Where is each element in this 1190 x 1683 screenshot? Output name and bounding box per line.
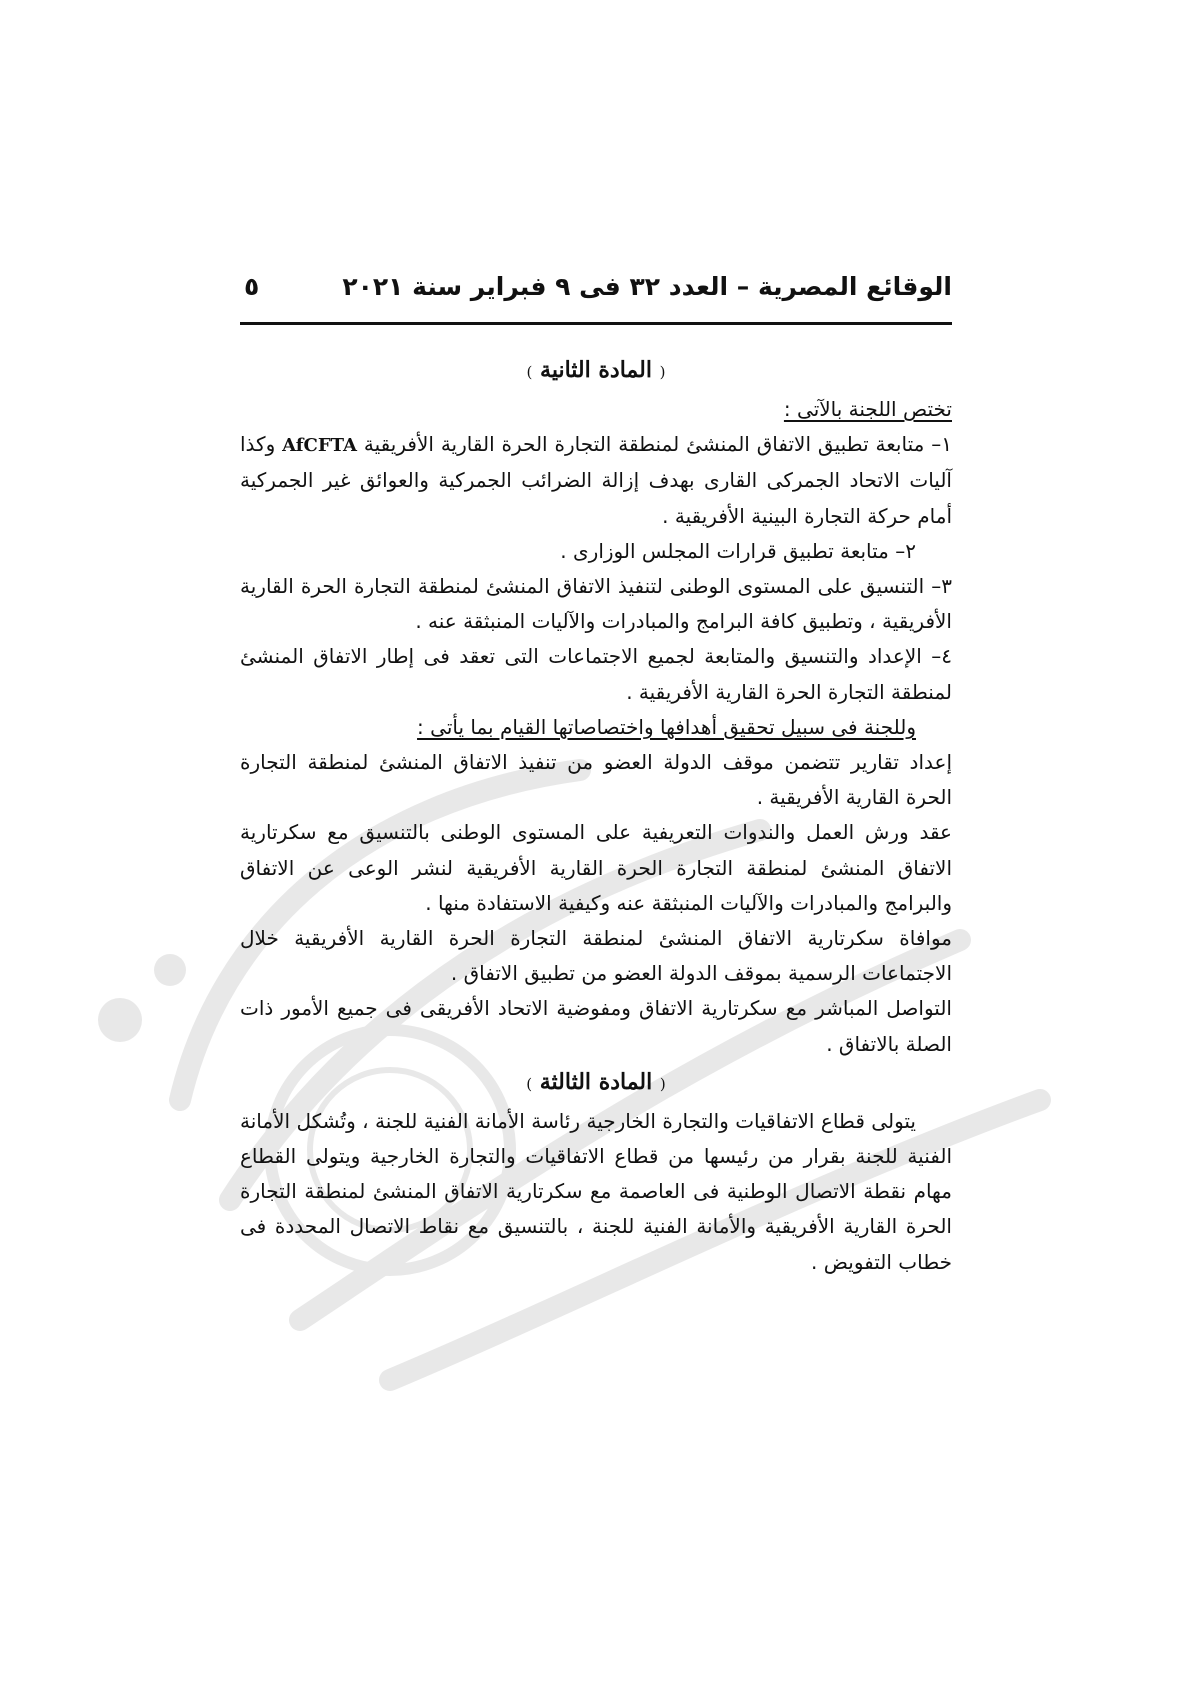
article-3-heading: [240, 1062, 952, 1104]
article-2-heading: [240, 350, 952, 392]
article-3-title: المادة الثالثة: [539, 1068, 653, 1095]
objective-1: إعداد تقارير تتضمن موقف الدولة العضو من تنفيذ الاتفاق المنشئ لمنطقة التجارة الحرة القارية الأفريقية .: [240, 750, 952, 810]
objectives-intro-text: وللجنة فى سبيل تحقيق أهدافها واختصاصاتها القيام بما يأتى :: [417, 714, 916, 739]
article-2-item-2: ٢– متابعة تطبيق قرارات المجلس الوزارى .: [560, 538, 916, 563]
article-2-item-3: ٣– التنسيق على المستوى الوطنى لتنفيذ الاتفاق المنشئ لمنطقة التجارة الحرة القارية الأفريقية ، وتطبيق كافة البرامج والمبادرات والآليات المنبثقة عنه .: [240, 574, 952, 634]
watermark-dot-2: [154, 954, 186, 986]
article-2-intro-text: تختص اللجنة بالآتى :: [783, 397, 952, 421]
objective-3: موافاة سكرتارية الاتفاق المنشئ لمنطقة التجارة الحرة القارية الأفريقية خلال الاجتماعات الرسمية بموقف الدولة العضو من تطبيق الاتفاق .: [240, 926, 952, 986]
page-number: ٥: [244, 272, 260, 301]
objective-4: التواصل المباشر مع سكرتارية الاتفاق ومفوضية الاتحاد الأفريقى فى جميع الأمور ذات الصلة بالاتفاق .: [240, 996, 952, 1056]
article-2-intro: [240, 392, 952, 427]
article-2-close-paren: ): [526, 363, 533, 381]
article-3-open-paren: (: [659, 1074, 666, 1093]
item-1-text-a: ١– متابعة تطبيق الاتفاق المنشئ لمنطقة التجارة الحرة القارية الأفريقية: [363, 432, 952, 457]
document-body: [240, 350, 952, 1280]
watermark-dot-1: [98, 998, 142, 1042]
objective-2: عقد ورش العمل والندوات التعريفية على المستوى الوطنى بالتنسيق مع سكرتارية الاتفاق المنشئ لمنطقة التجارة الحرة القارية الأفريقية لنشر الوعى عن الاتفاق والبرامج والمبادرات والآليات المنبثقة عنه وكيفية الاستفادة منها .: [240, 820, 952, 915]
article-2-item-1: [240, 427, 952, 534]
article-2-title: المادة الثانية: [540, 357, 652, 383]
item-1-text-b: وكذا آليات الاتحاد الجمركى القارى بهدف إزالة الضرائب الجمركية والعوائق غير الجمركية أمام حركة التجارة البينية الأفريقية .: [240, 432, 952, 528]
page-header: [240, 272, 952, 320]
objectives-intro: [240, 710, 952, 745]
article-3-close-paren: ): [526, 1074, 533, 1093]
article-2-open-paren: (: [659, 363, 666, 381]
article-2-item-4: ٤– الإعداد والتنسيق والمتابعة لجميع الاجتماعات التى تعقد فى إطار الاتفاق المنشئ لمنطقة التجارة الحرة القارية الأفريقية .: [240, 644, 952, 704]
header-title: الوقائع المصرية – العدد ٣٢ فى ٩ فبراير سنة ٢٠٢١: [342, 272, 952, 301]
item-1-code: AfCFTA: [282, 435, 358, 457]
header-rule: [240, 322, 952, 325]
article-3-body: يتولى قطاع الاتفاقيات والتجارة الخارجية رئاسة الأمانة الفنية للجنة ، وتُشكل الأمانة الفنية للجنة بقرار من رئيسها من قطاع الاتفاقيات والتجارة الخارجية ويتولى القطاع مهام نقطة الاتصال الوطنية فى العاصمة مع سكرتارية الاتفاق المنشئ لمنطقة التجارة الحرة القارية الأفريقية والأمانة الفنية للجنة ، بالتنسيق مع نقاط الاتصال المحددة فى خطاب التفويض .: [240, 1108, 952, 1274]
